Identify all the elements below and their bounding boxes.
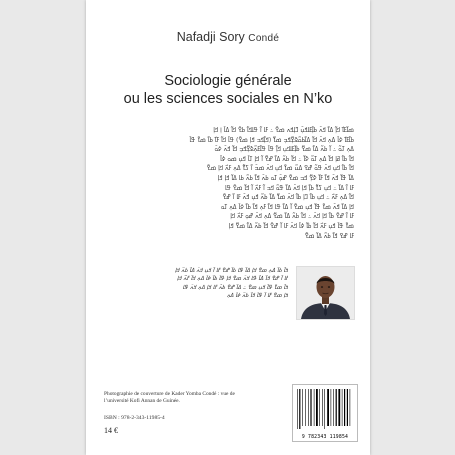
nko-author-bio bbox=[104, 267, 288, 301]
barcode-bar bbox=[344, 389, 345, 426]
barcode-bar bbox=[299, 389, 300, 429]
barcode-bar bbox=[322, 389, 323, 426]
barcode-bar bbox=[305, 389, 306, 426]
price: 14 € bbox=[104, 426, 118, 435]
book-back-cover bbox=[86, 0, 370, 455]
barcode-bar bbox=[331, 389, 332, 426]
barcode-bar bbox=[314, 389, 315, 426]
nko-description-line: ߓߊ ߊ߬ ߝߐ߫ ߕߊ߬ ߞߊ߲ ߞߍ߫ ߸ ߞߊ߬ ߕߍ߬ ߡߊ߬ ߘߐ߬ ߡߍ߲ ߞߍ߫ ߝߋ߲ ߓߍ߯ ߞߊ߲ bbox=[230, 213, 354, 221]
author-surname: Condé bbox=[248, 33, 280, 44]
barcode-bar bbox=[297, 389, 298, 429]
nko-description-line: ߡߍ߲ ߠߋ߬ ߸ ߊ߬ ߕߍ߬ ߡߊ߬ ߘߐ߬ ߕߊ߲߬ߓߊߞߎ߲ ߞߊ߲߬ ߟߊ߫ ߟߊ߬ߓߍ߲߬ߢߐ߲߬ߞߏ߲ ߞߊ߬ ߞߍ߫ ߦߋ߫ bbox=[214, 146, 354, 154]
nko-description-line: ߘߊ߬ߓߊ߯ ߞߊ߲߬ ߡߊ߬ ߞߍ߫ ߕߊ߲߬ߓߊߞߎ߲߫ ߣߊ߲ߞߍ ߘߐ߫ ߸ ߓߊ ߊ߬ ߟߊߞߊ߬ ߕߐ߫ ߞߊ߬ ߡߊ߫ ߊ߲ ߞߊ߲ bbox=[213, 127, 354, 134]
nko-bio-line: ߓߊ ߊ߬ ߝߐ߫ ߞߊ߬ ߡߊ߬ ߟߊ ߞߍ߫ ߘߐ߫ ߞߊ߲ ߟߊ߫ ߕߊ߬ ߦߊ߫ ߡߍ߲ ߞߊ߬ ߓߍ߯ ߞߊ߲ bbox=[176, 276, 288, 283]
barcode-digits: 9 782343 119854 bbox=[301, 435, 349, 440]
title-line-1: Sociologie générale bbox=[164, 73, 292, 89]
barcode-bar bbox=[338, 389, 340, 426]
author-name bbox=[86, 30, 370, 44]
barcode-bar bbox=[350, 389, 351, 426]
photo-credit: Photographie de couverture de Kader Yomba Condé : vue de l’université Kofi Annan de Guinée. bbox=[104, 391, 235, 405]
nko-bio-line: ߞߊ߬ ߘߌ߫ ߟߊ߬ ߞߎ߲ ߘߐ߫ ߸ ߡߊ߬ ߝߐ߫ ߕߍ߬ ߓߊ ߞߊ߲ ߡߍ߲ ߞߍ߫ ߟߊ bbox=[182, 284, 288, 291]
barcode-bar bbox=[310, 389, 311, 426]
nko-description-line: ߓߊ ߊ߬ ߡߊ߬ ߸ ߞߎ߲ ߖߌ߬ ߕߊ߲߬ ߞߊ߲ ߞߍ߫ ߡߊ߬ ߟߋ߬ ߞߏ ߊ߬ ߓߍ߯ ߊ߬ ߞߊ߬ ߘߐ߫ ߟߊ bbox=[224, 184, 354, 192]
isbn: ISBN : 978-2-343-11985-4 bbox=[104, 415, 165, 421]
barcode-icon bbox=[293, 385, 357, 431]
nko-bio-line: ߞߊ߬ ߕߊ߬ ߡߍ߲ ߘߐ߫ ߞߊ߲ ߡߊ߬ ߟߊ ߕߊ߬ ߝߐ߫ ߓߊ ߊ߬ ߞߎ߲ ߞߍ߫ ߡߊ߬ ߕߍ߬ ߞߊ߲ bbox=[174, 268, 288, 274]
nko-description-line: ߞߊ߬ ߕߊ߬ ߥߊ߲ ߞߊ߬ ߡߍ߲ ߠߋ߬ ߢߊ߬ ߸ ߞߊ߬ ߕߍ߬ ߡߊ߬ ߝߐ߬ ߊ߬ ߞߊ߲ ߠߊ߫ ߞߎ߲ ߘߋ ߦߊ߫ bbox=[220, 155, 354, 163]
barcode-bar bbox=[316, 389, 318, 426]
nko-description-line: ߕߊ߬ߓߊ߯ ߦߊ߫ ߡߍ߲ ߞߍ߫ ߞߊ߬ ߡߊ߬ߕߋ߬ߢߐ߲߬ߞߏ߲ ߘߌ߬ (ߞߊ߲߬ߞߏ ߞߊ߲ ߘߐ߫) ߟߊ߫ ߞߊ߬ ߓߊ߯ ߕߊ߬ ߘߌ߫ ߟߊ߫ bbox=[189, 136, 354, 144]
title-line-2: ou les sciences sociales en N’ko bbox=[123, 91, 333, 107]
nko-bio-line: ߞߊ߲ ߘߐ߫ ߓߊ ߊ߬ ߟߊ߫ ߞߊ߬ ߕߍ߬ ߦߊ߫ ߡߍ߲ bbox=[226, 293, 288, 300]
author-first-names: Nafadji Sory bbox=[176, 30, 245, 44]
nko-description bbox=[104, 126, 354, 241]
nko-description-line: ߞߊ߬ ߡߍ߲ ߓߍ߯ ߸ ߞߎ߲ ߕߊ߬ ߣߊ߲ ߕߊ߬ ߞߍ߫ ߘߌ߬ ߡߊ߬ ߕߍ߬ ߞߎ߲ ߞߍ߫ ߓߊ ߊ߬ ߝߐ߫ bbox=[222, 194, 354, 202]
barcode-bar bbox=[342, 389, 343, 426]
barcode-bar bbox=[336, 389, 337, 426]
nko-description-line: ߘߌ߫ ߟߊ߫ ߞߎ߲ ߓߍ߯ ߞߊ߬ ߕߊ߬ ߦߊ߫ ߞߍ߫ ߓߊ ߊ߬ ߝߐ߫ ߞߊ߬ ߕߍ߬ ߡߊ߬ ߘߐ߬ ߞߊ߲ bbox=[228, 222, 354, 230]
barcode bbox=[292, 384, 358, 442]
author-portrait-icon bbox=[297, 267, 354, 319]
barcode-bar bbox=[302, 389, 303, 426]
nko-description-line: ߞߊ߲ ߡߊ߬ ߞߍ߫ ߘߌ߫ ߟߊ߬ ߞߎ߲ ߘߐ߫ ߊ߬ ߡߊ߬ ߟߊ ߞߊ߬ ߓߍ߲ ߞߊ߬ ߕߊ߬ ߦߊ߫ ߡߍ߲ ߠߋ bbox=[220, 203, 354, 211]
nko-description-line: ߡߊ߬ ߟߊ߬ ߞߍ߫ ߞߊ߬ ߓߊ߬ ߢߐ߲߬ ߞߏ ߘߐ߫ ߝߋ߲߫ ߠߋ ߕߍ߫ ߞߊ߬ ߕߍ߬ ߕߊ ߡߊ߬ ߞߊ߲ ߞߊ߲ bbox=[217, 174, 354, 182]
barcode-bar bbox=[324, 389, 325, 429]
barcode-bar bbox=[308, 389, 309, 426]
barcode-bar bbox=[319, 389, 320, 426]
barcode-bar bbox=[327, 389, 329, 426]
author-photo bbox=[296, 266, 355, 320]
barcode-bar bbox=[347, 389, 348, 426]
barcode-bar bbox=[333, 389, 334, 426]
book-title bbox=[86, 72, 370, 108]
nko-description-line: ߓߊ ߝߐ ߞߊ߬ ߕߍ߬ ߡߊ߬ ߘߐ߬ bbox=[304, 232, 354, 240]
nko-description-line: ߞߊ߬ ߕߊ߬ ߞߎ߲ ߞߍ߫ ߟߋ߬ ߝߐ ߡߎ߬ ߘߌ߫ ߞߎ߲ ߞߍ߫ ߘߏ߫ ߊ߬ ߖߌ߬ ߡߍ߲ ߓߍ߯ ߞߊ߲ ߘߐ߫ bbox=[206, 165, 354, 173]
